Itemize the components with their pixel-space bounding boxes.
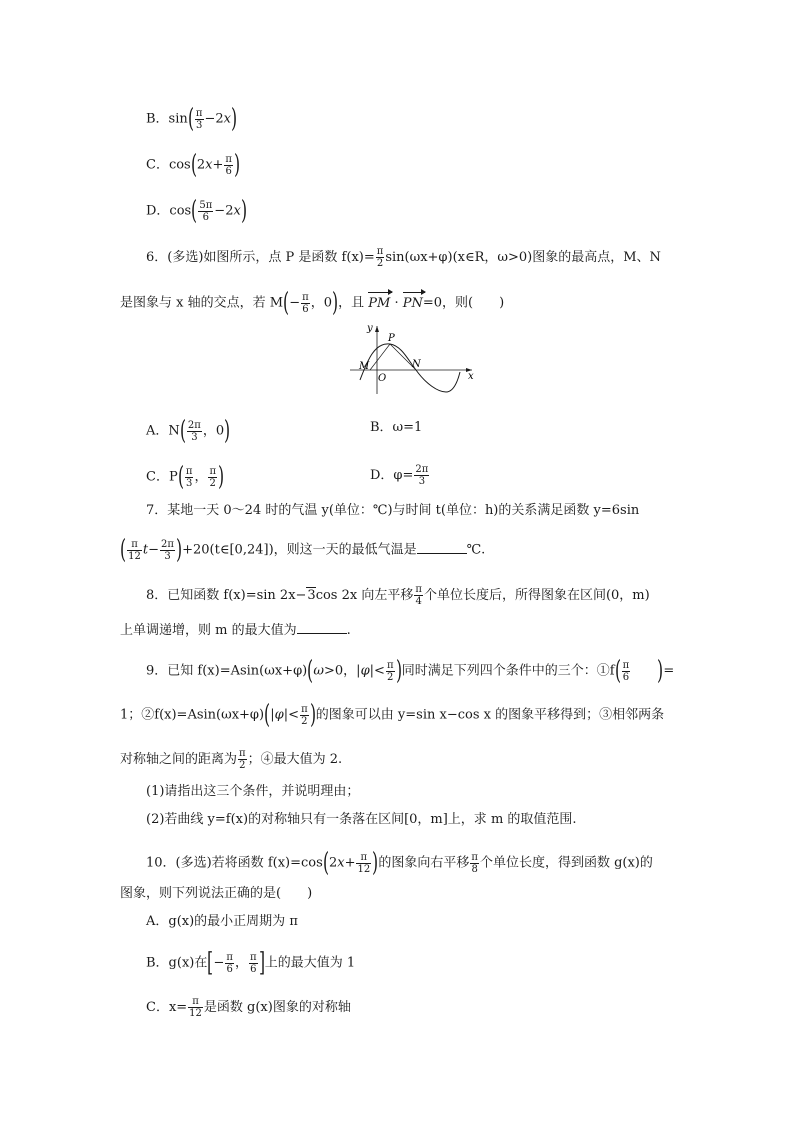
label-y: y (367, 323, 373, 334)
q6-option-b: B．ω=1 (370, 420, 423, 435)
segment-pm (370, 344, 390, 370)
q9-line-3: 对称轴之间的距离为 $\frac{\pi}{2}$ ；④最大值为 2. (120, 748, 343, 771)
q7-answer-blank[interactable] (417, 540, 467, 554)
q8-line-2: 上单调递增，则 m 的最大值为 . (120, 620, 351, 639)
sine-graph (350, 322, 480, 397)
q8-answer-blank[interactable] (297, 620, 347, 634)
q10-option-c: C．x= $\frac{\pi}{12}$ 是函数 g(x)图象的对称轴 (146, 996, 351, 1019)
q6-option-d: D．φ= $\frac{2\pi}{3}$ (370, 464, 429, 487)
q5-option-c: C．cos(2x+ $\frac{\pi}{6}$ ) (146, 150, 241, 180)
label-p: P (388, 333, 395, 344)
q6-option-c: C．P( $\frac{\pi}{3}$ ， $\frac{\pi}{2}$ ) (146, 462, 225, 492)
q5-option-d: D．cos( $\frac{5\pi}{6}$ −2x) (146, 196, 247, 226)
q6-option-a: A．N( $\frac{2\pi}{3}$ ，0) (146, 416, 231, 446)
q9-line-1: 9．已知 f(x)=Asin(ωx+φ)(ω>0，|φ|< $\frac{\pi}{2}$ )同时满足下列四个条件中的三个：①f( $\frac{\pi}{6}$ )= (146, 656, 675, 686)
q8-line-1: 8．已知函数 f(x)=sin 2x−3cos 2x 向左平移 $\frac{\pi}{4}$ 个单位长度后，所得图象在区间(0，m) (146, 584, 650, 607)
q6-line-2: 是图象与 x 轴的交点，若 M(− $\frac{\pi}{6}$ ，0)，且 PM · PN=0，则( ) (120, 288, 505, 318)
q9-sub-1: (1)请指出这三个条件，并说明理由； (146, 784, 360, 799)
q5-option-b: B．sin( $\frac{\pi}{3}$ −2x) (146, 104, 238, 134)
q10-option-b: B．g(x)在[− $\frac{\pi}{6}$ ， $\frac{\pi}{6}$ ]上的最大值为 1 (146, 948, 356, 978)
q10-line-2: 图象，则下列说法正确的是( ) (120, 886, 313, 901)
label-x: x (468, 371, 474, 382)
q9-line-2: 1；②f(x)=Asin(ωx+φ)(|φ|< $\frac{\pi}{2}$ )的图象可以由 y=sin x−cos x 的图象平移得到；③相邻两条 (120, 700, 665, 730)
label-m: M (359, 361, 370, 372)
label-o: O (378, 373, 387, 384)
q6-line-1: 6．(多选)如图所示，点 P 是函数 f(x)= $\frac{\pi}{2}$ sin(ωx+φ)(x∈R，ω>0)图象的最高点，M、N (146, 246, 661, 269)
q10-line-1: 10．(多选)若将函数 f(x)=cos(2x+ $\frac{\pi}{12}$ )的图象向右平移 $\frac{\pi}{8}$ 个单位长度，得到函数 g(x)的 (146, 848, 653, 878)
q7-line-2: ( $\frac{\pi}{12}$ t− $\frac{2\pi}{3}$ )+20(t∈[0,24])，则这一天的最低气温是 ℃. (120, 535, 486, 565)
q9-sub-2: (2)若曲线 y=f(x)的对称轴只有一条落在区间[0，m]上，求 m 的取值范围. (146, 812, 577, 827)
y-axis-arrow (375, 326, 379, 332)
sine-curve (360, 344, 460, 392)
q10-option-a: A．g(x)的最小正周期为 π (146, 914, 298, 929)
label-n: N (412, 359, 421, 370)
q7-line-1: 7．某地一天 0～24 时的气温 y(单位：℃)与时间 t(单位：h)的关系满足函数 y=6sin (146, 503, 640, 518)
